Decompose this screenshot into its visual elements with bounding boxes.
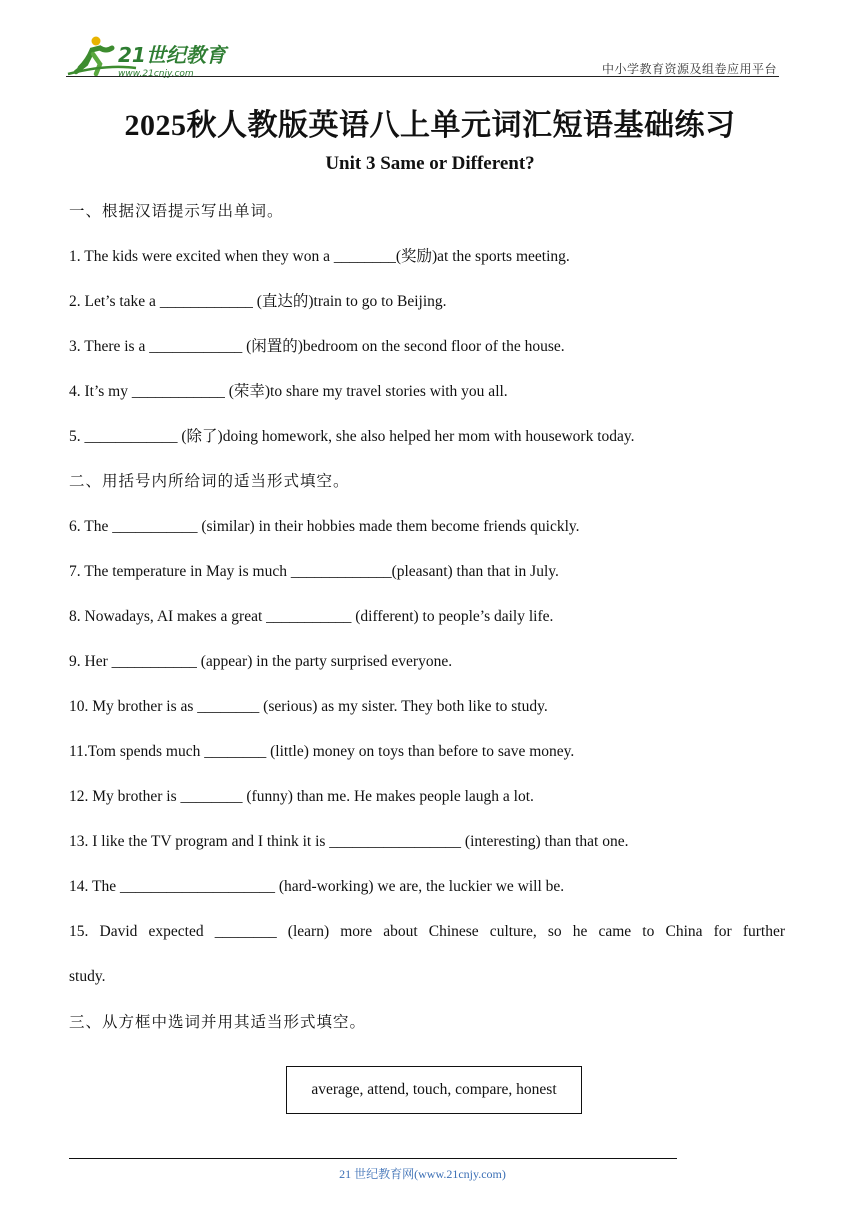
question-9: 9. Her ___________ (appear) in the party surprised everyone.	[69, 653, 453, 670]
site-tagline: 中小学教育资源及组卷应用平台	[601, 62, 777, 76]
word-bank-box: average, attend, touch, compare, honest	[286, 1066, 582, 1114]
unit-subtitle: Unit 3 Same or Different?	[325, 153, 535, 174]
question-15: 15. David expected ________ (learn) more about Chinese culture, so he came to China for further	[69, 923, 785, 940]
question-4: 4. It’s my ____________ (荣幸)to share my travel stories with you all.	[69, 383, 508, 400]
question-5: 5. ____________ (除了)doing homework, she also helped her mom with housework today.	[69, 428, 635, 445]
question-6: 6. The ___________ (similar) in their hobbies made them become friends quickly.	[69, 518, 580, 535]
section-1-heading: 一、根据汉语提示写出单词。	[69, 203, 284, 220]
question-13: 13. I like the TV program and I think it is _________________ (interesting) than that one.	[69, 833, 629, 850]
question-10: 10. My brother is as ________ (serious) as my sister. They both like to study.	[69, 698, 548, 715]
svg-text:www.21cnjy.com: www.21cnjy.com	[118, 69, 194, 78]
question-7: 7. The temperature in May is much _____________(pleasant) than that in July.	[69, 563, 559, 580]
question-8: 8. Nowadays, AI makes a great ___________ (different) to people’s daily life.	[69, 608, 554, 625]
worksheet-title: 2025秋人教版英语八上单元词汇短语基础练习	[124, 109, 736, 142]
question-12: 12. My brother is ________ (funny) than me. He makes people laugh a lot.	[69, 788, 534, 805]
question-15-continued: study.	[69, 968, 106, 985]
question-11: 11.Tom spends much ________ (little) money on toys than before to save money.	[69, 743, 575, 760]
svg-text:21世纪教育: 21世纪教育	[118, 43, 226, 67]
question-14: 14. The ____________________ (hard-working) we are, the luckier we will be.	[69, 878, 565, 895]
header-divider	[66, 76, 779, 77]
question-1: 1. The kids were excited when they won a ________(奖励)at the sports meeting.	[69, 248, 570, 265]
section-3-heading: 三、从方框中选词并用其适当形式填空。	[69, 1014, 367, 1031]
question-3: 3. There is a ____________ (闲置的)bedroom on the second floor of the house.	[69, 338, 565, 355]
page-header	[66, 30, 779, 78]
footer-source: 21 世纪教育网(www.21cnjy.com)	[339, 1167, 506, 1181]
footer-divider	[69, 1158, 677, 1159]
section-2-heading: 二、用括号内所给词的适当形式填空。	[69, 473, 350, 490]
site-logo	[66, 34, 236, 78]
question-2: 2. Let’s take a ____________ (直达的)train to go to Beijing.	[69, 293, 447, 310]
